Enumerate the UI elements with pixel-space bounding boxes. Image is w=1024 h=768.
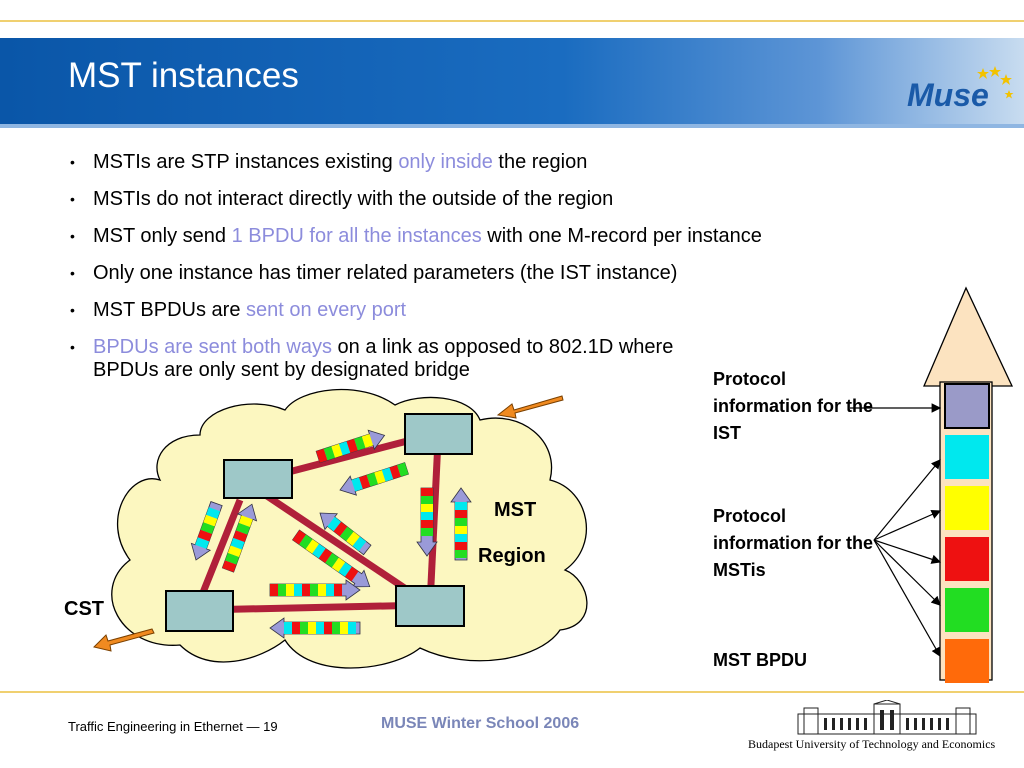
msti-connector	[874, 511, 940, 540]
footer-right: Budapest University of Technology and Economics	[748, 737, 996, 751]
region-label: Region	[478, 545, 546, 567]
bullet-item: • MSTIs do not interact directly with the outside of the region	[70, 181, 970, 218]
bpdu-record-block	[945, 486, 989, 530]
mst-bpdu-label: MST BPDU	[713, 650, 807, 670]
bpdu-arrow-orange	[498, 396, 563, 418]
bpdu-stack-arrowhead	[924, 288, 1012, 386]
bullet-item: • MSTIs are STP instances existing only inside the region	[70, 144, 970, 181]
bpdu-record-block	[945, 588, 989, 632]
bullet-item: • MST only send 1 BPDU for all the instances with one M-record per instance	[70, 218, 970, 255]
switch	[396, 586, 464, 626]
bullet-item: • BPDUs are sent both ways on a link as opposed to 802.1D where BPDUs are only sent by designated bridge	[70, 329, 970, 382]
university-building-icon	[794, 700, 980, 736]
switch	[405, 414, 472, 454]
footer-divider	[0, 691, 1024, 693]
msti-connector	[874, 460, 940, 540]
msti-connector	[874, 540, 940, 605]
ist-label: Protocol information for the IST	[713, 369, 873, 443]
mstis-label: Protocol information for the MSTis	[713, 506, 873, 580]
bpdu-record-block	[945, 384, 989, 428]
bullet-item: • Only one instance has timer related parameters (the IST instance)	[70, 255, 970, 292]
bpdu-record-block	[945, 537, 989, 581]
logo-text: Muse	[907, 77, 989, 113]
cst-label: CST	[64, 598, 104, 620]
bullet-item: • MST BPDUs are sent on every port	[70, 292, 970, 329]
switch	[224, 460, 292, 498]
bpdu-record-block	[945, 639, 989, 683]
footer-left: Traffic Engineering in Ethernet — 19	[68, 719, 278, 734]
bpdu-record-block	[945, 435, 989, 479]
footer-center: MUSE Winter School 2006	[381, 715, 580, 732]
msti-connector	[874, 540, 940, 656]
msti-connector	[874, 540, 940, 562]
mst-label: MST	[494, 499, 537, 521]
slide-title: MST instances	[68, 56, 299, 95]
switch	[166, 591, 233, 631]
